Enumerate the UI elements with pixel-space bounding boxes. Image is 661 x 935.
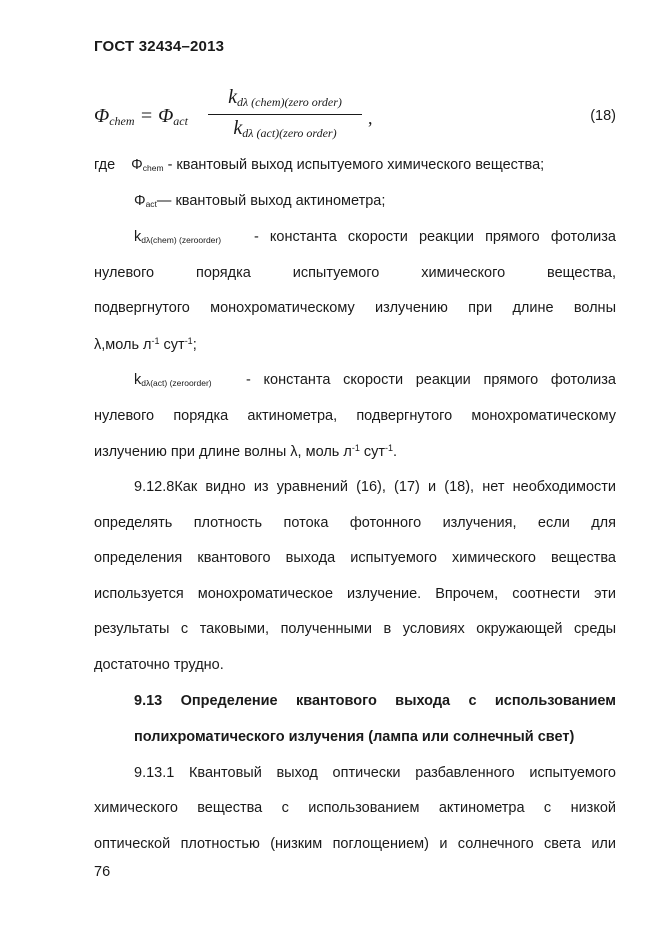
exponent: -1 (184, 336, 193, 346)
k-chem-units-day: сут (159, 337, 185, 353)
k-chem-units-end: ; (192, 337, 197, 353)
k-act-units-day: сут (359, 444, 386, 460)
definition-k-chem-line3: подвергнутого монохроматическому излучению при длине волны (94, 300, 616, 316)
definition-k-chem-line2: нулевого порядка испытуемого химического вещества, (94, 265, 616, 281)
section-heading-9-13-line1: 9.13 Определение квантового выхода с использованием (134, 693, 616, 709)
definition-k-chem-line4 (94, 336, 197, 353)
exponent: -1 (151, 336, 160, 346)
denominator-k: k (233, 117, 243, 139)
k-chem-units: λ,моль л (94, 337, 152, 353)
k-act-sub: dλ(act) (zeroorder) (141, 378, 212, 388)
paragraph-9-13-1-line2: химического вещества с использованием актинометра с низкой (94, 800, 616, 816)
phi-act-symbol: Φ (158, 105, 174, 127)
rate-fraction (206, 86, 364, 141)
standard-header: ГОСТ 32434–2013 (94, 38, 225, 55)
definition-k-act-line1 (134, 372, 616, 388)
k-symbol: k (134, 229, 142, 245)
k-act-units: излучению при длине волны λ, моль л (94, 444, 352, 460)
paragraph-9-12-8-line4: используется монохроматическое излучение. Впрочем, соотнести эти (94, 586, 616, 602)
definition-phi-chem (94, 157, 544, 173)
phi-act-sub: act (145, 199, 157, 209)
numerator-subscript: dλ (chem)(zero order) (236, 95, 342, 109)
page-number: 76 (94, 864, 111, 880)
exponent: -1 (351, 443, 360, 453)
paragraph-9-12-8-line6: достаточно трудно. (94, 657, 224, 673)
numerator-k: k (228, 86, 237, 108)
definition-k-act-line3 (94, 443, 397, 460)
definition-phi-act (134, 193, 385, 209)
definition-k-chem-line1 (134, 229, 616, 245)
phi-symbol: Φ (131, 157, 143, 173)
paragraph-9-13-1-line3: оптической плотностью (низким поглощением) и солнечного света или (94, 836, 616, 852)
denominator-subscript: dλ (act)(zero order) (242, 126, 337, 140)
phi-symbol: Φ (134, 193, 146, 209)
section-heading-9-13-line2: полихроматического излучения (лампа или солнечный свет) (134, 729, 575, 745)
equals-sign: = (139, 105, 154, 127)
phi-chem-definition: - квантовый выход испытуемого химического вещества; (163, 157, 545, 173)
paragraph-9-12-8-line5: результаты с таковыми, полученными в условиях окружающей среды (94, 621, 616, 637)
phi-act-definition: — квантовый выход актинометра; (156, 193, 386, 209)
phi-chem-symbol: Φ (94, 105, 110, 127)
paragraph-9-12-8-line1: 9.12.8Как видно из уравнений (16), (17) и (18), нет необходимости (134, 479, 616, 495)
equation-18 (94, 86, 616, 146)
paragraph-9-12-8-line3: определения квантового выхода испытуемого химического вещества (94, 550, 616, 566)
definition-k-act-line2: нулевого порядка актинометра, подвергнутого монохроматическому (94, 408, 616, 424)
k-chem-sub: dλ(chem) (zeroorder) (141, 235, 222, 245)
phi-chem-subscript: chem (109, 114, 135, 128)
paragraph-9-12-8-line2: определять плотность потока фотонного излучения, если для (94, 515, 616, 531)
k-chem-definition-start: - константа скорости реакции прямого фотолиза (254, 229, 616, 245)
fraction-numerator (206, 86, 364, 114)
phi-act-subscript: act (173, 114, 188, 128)
k-act-definition-start: - константа скорости реакции прямого фотолиза (246, 372, 616, 388)
equation-comma: , (368, 108, 373, 128)
k-symbol: k (134, 372, 142, 388)
equation-lhs (94, 105, 188, 129)
fraction-denominator (206, 115, 364, 141)
k-act-units-end: . (393, 444, 398, 460)
where-word: где (94, 157, 116, 173)
equation-number: (18) (590, 108, 616, 124)
paragraph-9-13-1-line1: 9.13.1 Квантовый выход оптически разбавленного испытуемого (134, 765, 616, 781)
exponent: -1 (385, 443, 394, 453)
phi-chem-sub: chem (142, 163, 164, 173)
